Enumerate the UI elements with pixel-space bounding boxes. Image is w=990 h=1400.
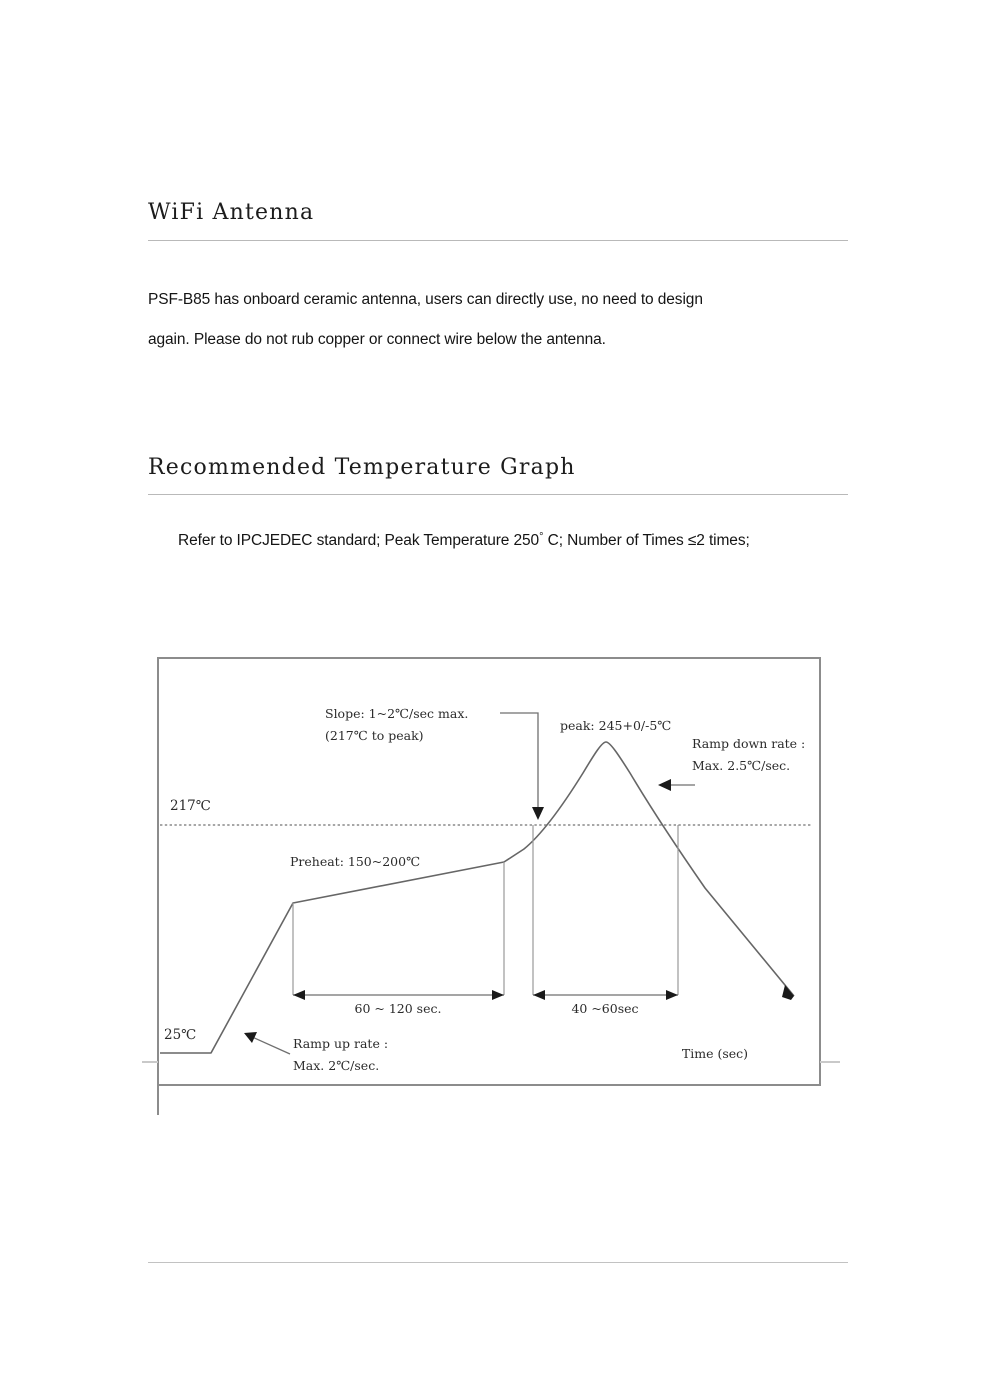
heading-divider-wifi-antenna xyxy=(148,240,848,241)
section-heading-temperature-graph xyxy=(148,455,848,480)
annotation-slope-line-2: (217℃ to peak) xyxy=(325,728,424,743)
graph-caption xyxy=(178,531,750,550)
axis-value-labels xyxy=(164,798,211,1043)
annotation-slope-line-1: Slope: 1~2℃/sec max. xyxy=(325,706,469,721)
annotation-ramp-down-line-1: Ramp down rate : xyxy=(692,736,806,751)
annotation-preheat-label: Preheat: 150~200℃ xyxy=(290,854,421,869)
page-title-temperature-graph: Recommended Temperature Graph xyxy=(148,455,576,480)
paragraph-line-1: PSF-B85 has onboard ceramic antenna, users can directly use, no need to design xyxy=(148,291,703,308)
dimension-label-reflow: 40 ~60sec xyxy=(571,1001,639,1016)
annotation-time-axis xyxy=(682,1046,748,1061)
axis-label-217c: 217℃ xyxy=(170,798,211,814)
dimension-preheat-duration xyxy=(293,862,504,1016)
paragraph-line-2: again. Please do not rub copper or connect wire below the antenna. xyxy=(148,331,606,348)
dimension-reflow-duration xyxy=(533,825,678,1016)
section-heading-wifi-antenna xyxy=(148,200,848,225)
annotation-ramp-up-line-1: Ramp up rate : xyxy=(293,1036,389,1051)
axis-label-time: Time (sec) xyxy=(681,1046,749,1061)
footer-divider xyxy=(148,1262,848,1263)
reflow-temperature-chart xyxy=(140,640,850,1130)
axis-label-25c: 25℃ xyxy=(164,1027,197,1043)
annotation-ramp-down-line-2: Max. 2.5℃/sec. xyxy=(692,758,791,773)
annotation-ramp-up xyxy=(244,1032,388,1073)
dimension-label-preheat: 60 ~ 120 sec. xyxy=(354,1001,442,1016)
reflow-profile-svg xyxy=(140,640,850,1130)
annotation-peak xyxy=(560,718,671,733)
page-title-wifi-antenna: WiFi Antenna xyxy=(148,200,315,225)
annotation-ramp-down xyxy=(658,736,805,791)
caption-text-before-degree: Refer to IPCJEDEC standard; Peak Temperature 250 xyxy=(178,532,540,549)
profile-curve xyxy=(160,742,794,1053)
annotation-peak-label: peak: 245+0/-5℃ xyxy=(560,718,672,733)
annotation-preheat xyxy=(290,854,420,869)
heading-divider-temperature-graph xyxy=(148,494,848,495)
caption-text-after-degree: C; Number of Times ≤2 times; xyxy=(543,532,750,549)
annotation-slope xyxy=(325,706,544,820)
degree-sign: ° xyxy=(539,531,544,543)
annotation-ramp-up-line-2: Max. 2℃/sec. xyxy=(293,1058,380,1073)
